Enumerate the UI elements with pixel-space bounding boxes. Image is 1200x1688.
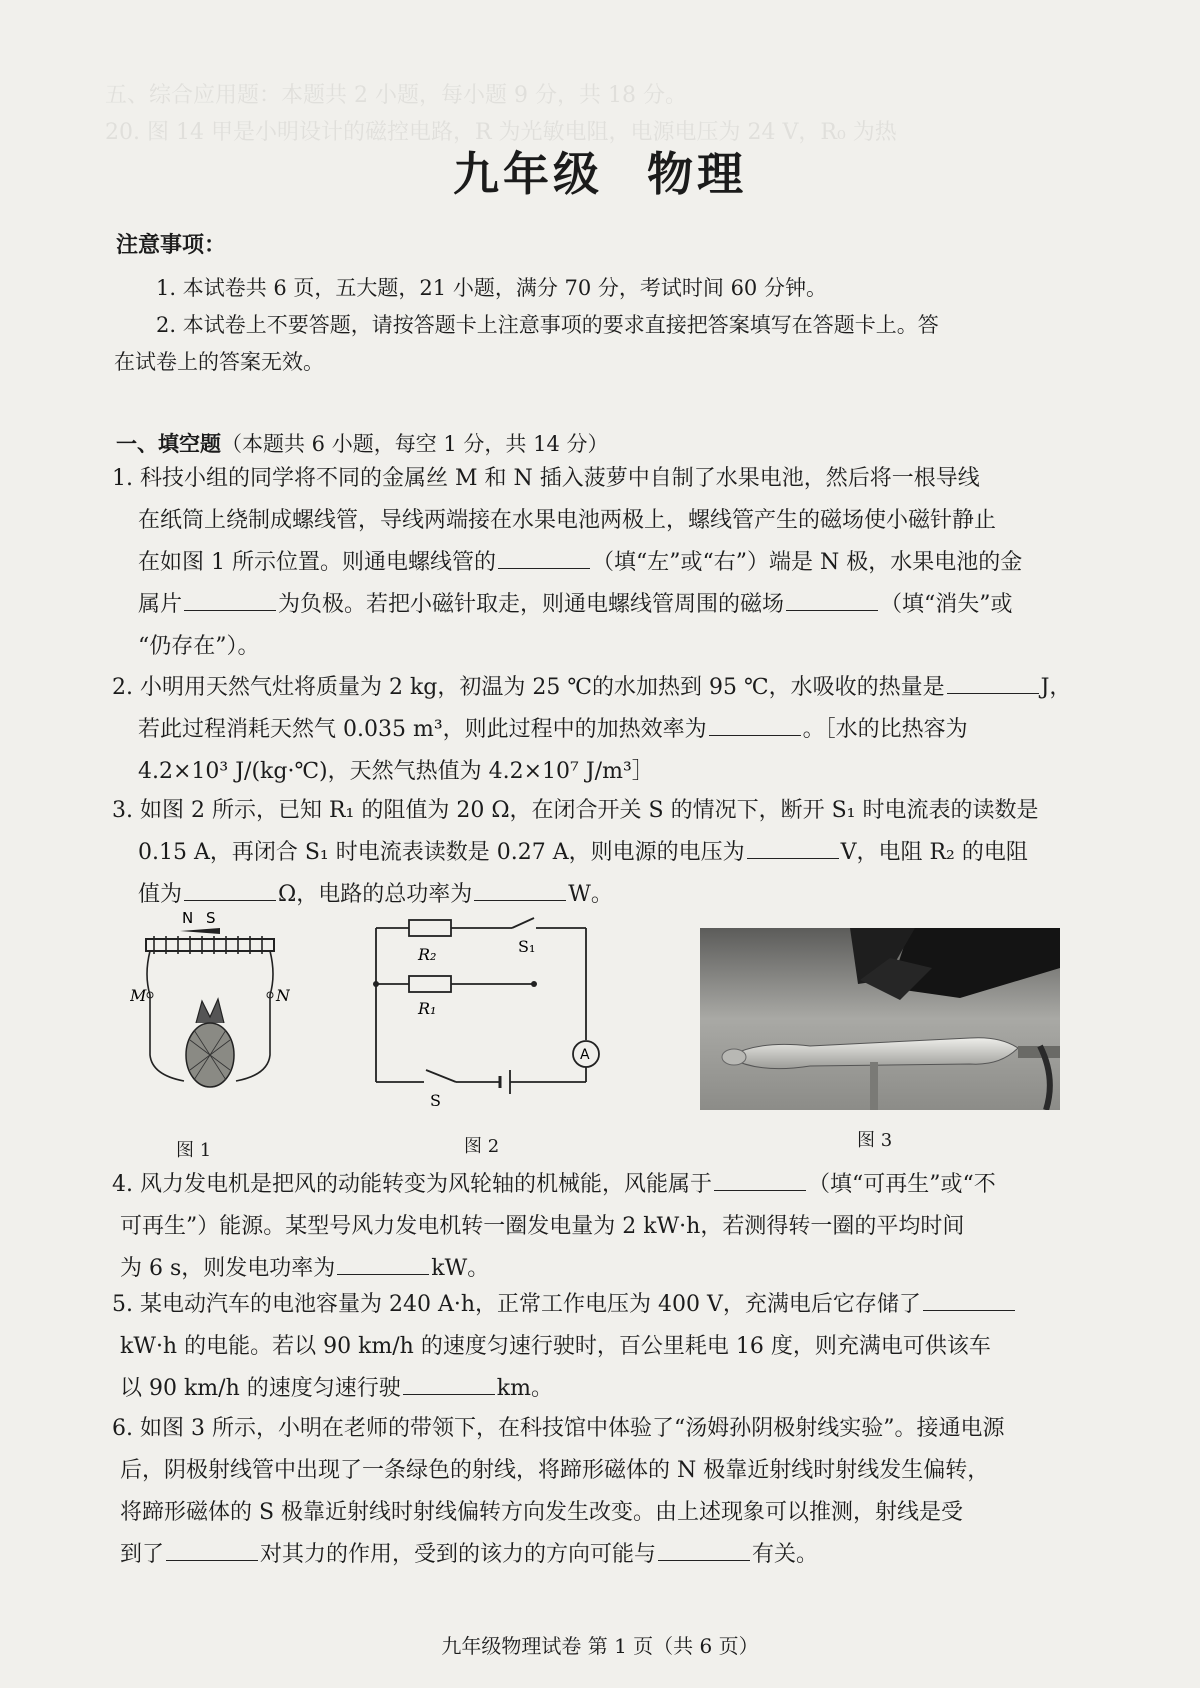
answer-blank: [337, 1254, 429, 1275]
notice-item-2-cont: 在试卷上的答案无效。: [114, 350, 324, 374]
exam-page: 五、综合应用题：本题共 2 小题，每小题 9 分，共 18 分。 20. 图 14 甲是小明设计的磁控电路，R 为光敏电阻，电源电压为 24 V，R₀ 为热 九年级 物理 注意事项： 1. 本试卷共 6 页，五大题，21 小题，满分 70 分，考试时间 60 分钟。 2. 本试卷上不要答题，请按答题卡上注意事项的要求直接把答案填写在答题卡上。答 在试卷上的答案无效。 一、填空题（本题共 6 小题，每空 1 分，共 14 分） 1. 科技小组的同学将不同的金属丝 M 和 N 插入菠萝中自制了水果电池，然后将一根导线 在纸筒上绕制成螺线管，导线两端接在水果电池两极上，螺线管产生的磁场使小磁针静止 在如图 1 所示位置。则通电螺线管的 （填“左”或“右”）端是 N 极，水果电池的金 属片 为负极。若把小磁针取走，则通电螺线管周围的磁场 （填“消失”或 “仍存在”）。 2. 小明用天然气灶将质量为 2 kg，初温为 25 ℃的水加热到 95 ℃，水吸收的热量是 J， 若此过程消耗天然气 0.035 m³，则此过程中的加热效率为 。［水的比热容为 4.2×10³ J/(kg·℃)，天然气热值为 4.2×10⁷ J/m³］ 3. 如图 2 所示，已知 R₁ 的阻值为 20 Ω，在闭合开关 S 的情况下，断开 S₁ 时电流表的读数是 0.15 A，再闭合 S₁ 时电流表读数是 0.27 A，则电源的电压为 V，电阻 R₂ 的电阻 值为 Ω，电路的总功率为 W。 N S M N 图 1 R₂ R₁ S₁ A S 图 2 图 3 4. 风力发电机是把风的动能转变为风轮轴的机械能，风能属于 （填“可再生”或“不 可再生”）能源。某型号风力发电机转一圈发电量为 2 kW·h，若测得转一圈的平均时间 为 6 s，则发电功率为 kW。 5. 某电动汽车的电池容量为 240 A·h，正常工作电压为 400 V，充满电后它存储了 kW·h 的电能。若以 90 km/h 的速度匀速行驶时，百公里耗电 16 度，则充满电可供该车 以 90 km/h 的速度匀速行驶 km。 6. 如图 3 所示，小明在老师的带领下，在科技馆中体验了“汤姆孙阴极射线实验”。接通电源 后，阴极射线管中出现了一条绿色的射线，将蹄形磁体的 N 极靠近射线时射线发生偏转， 将蹄形磁体的 S 极靠近射线时射线偏转方向发生改变。由上述现象可以推测，射线是受 到了 对其力的作用，受到的该力的方向可能与 有关。 九年级物理试卷 第 1 页（共 6 页）: [0, 0, 1200, 1688]
notice-item-1: 1. 本试卷共 6 页，五大题，21 小题，满分 70 分，考试时间 60 分钟。: [156, 276, 827, 300]
figure-2-circuit: [364, 910, 604, 1110]
answer-blank: [403, 1374, 495, 1395]
figure-3-cathode-ray-tube-photo: [700, 928, 1060, 1110]
question-2: 2. 小明用天然气灶将质量为 2 kg，初温为 25 ℃的水加热到 95 ℃，水吸收的热量是 J， 若此过程消耗天然气 0.035 m³，则此过程中的加热效率为 。［水的比热容为 4.2×10³ J/(kg·℃)，天然气热值为 4.2×10⁷ J/m³］: [112, 675, 1072, 784]
page-title: 九年级 物理: [453, 147, 747, 201]
question-5: 5. 某电动汽车的电池容量为 240 A·h，正常工作电压为 400 V，充满电后它存储了 kW·h 的电能。若以 90 km/h 的速度匀速行驶时，百公里耗电 16 度，则充满电可供该车 以 90 km/h 的速度匀速行驶 km。: [112, 1284, 1102, 1410]
figure-1-caption: 图 1: [176, 1140, 212, 1161]
answer-blank: [498, 548, 590, 569]
s1-label: S₁: [518, 937, 536, 956]
s-label: S: [430, 1091, 441, 1110]
page-footer: 九年级物理试卷 第 1 页（共 6 页）: [441, 1634, 759, 1658]
question-6: 6. 如图 3 所示，小明在老师的带领下，在科技馆中体验了“汤姆孙阴极射线实验”。接通电源 后，阴极射线管中出现了一条绿色的射线，将蹄形磁体的 N 极靠近射线时射线发生偏转， 将蹄形磁体的 S 极靠近射线时射线偏转方向发生改变。由上述现象可以推测，射线是受 到了 对其力的作用，受到的该力的方向可能与 有关。: [112, 1416, 1005, 1567]
figure-3-caption: 图 3: [857, 1130, 893, 1151]
figure-1-fruit-battery: [130, 905, 290, 1105]
wire-n-label: N: [276, 986, 290, 1005]
answer-blank: [747, 838, 839, 859]
r2-label: R₂: [418, 945, 437, 964]
question-4: 4. 风力发电机是把风的动能转变为风轮轴的机械能，风能属于 （填“可再生”或“不 可再生”）能源。某型号风力发电机转一圈发电量为 2 kW·h，若测得转一圈的平均时间 为 6 s，则发电功率为 kW。: [112, 1172, 996, 1281]
wire-m-label: M: [130, 986, 147, 1005]
answer-blank: [184, 590, 276, 611]
section-heading: 一、填空题（本题共 6 小题，每空 1 分，共 14 分）: [116, 432, 609, 456]
ammeter-icon: A: [580, 1047, 590, 1063]
answer-blank: [709, 715, 801, 736]
question-1: 1. 科技小组的同学将不同的金属丝 M 和 N 插入菠萝中自制了水果电池，然后将一根导线 在纸筒上绕制成螺线管，导线两端接在水果电池两极上，螺线管产生的磁场使小磁针静止 在如图 1 所示位置。则通电螺线管的 （填“左”或“右”）端是 N 极，水果电池的金 属片 为负极。若把小磁针取走，则通电螺线管周围的磁场 （填“消失”或 “仍存在”）。: [112, 466, 1023, 659]
answer-blank: [166, 1540, 258, 1561]
r1-label: R₁: [418, 999, 437, 1018]
compass-n-label: N: [182, 909, 194, 927]
answer-blank: [474, 880, 566, 901]
answer-blank: [184, 880, 276, 901]
compass-s-label: S: [206, 909, 216, 927]
figure-2-caption: 图 2: [464, 1136, 500, 1157]
notice-heading: 注意事项：: [116, 233, 227, 258]
answer-blank: [714, 1170, 806, 1191]
answer-blank: [786, 590, 878, 611]
answer-blank: [923, 1290, 1015, 1311]
answer-blank: [947, 673, 1039, 694]
answer-blank: [658, 1540, 750, 1561]
question-3: 3. 如图 2 所示，已知 R₁ 的阻值为 20 Ω，在闭合开关 S 的情况下，断开 S₁ 时电流表的读数是 0.15 A，再闭合 S₁ 时电流表读数是 0.27 A，则电源的电压为 V，电阻 R₂ 的电阻 值为 Ω，电路的总功率为 W。: [112, 798, 1039, 907]
notice-item-2: 2. 本试卷上不要答题，请按答题卡上注意事项的要求直接把答案填写在答题卡上。答: [156, 313, 939, 337]
